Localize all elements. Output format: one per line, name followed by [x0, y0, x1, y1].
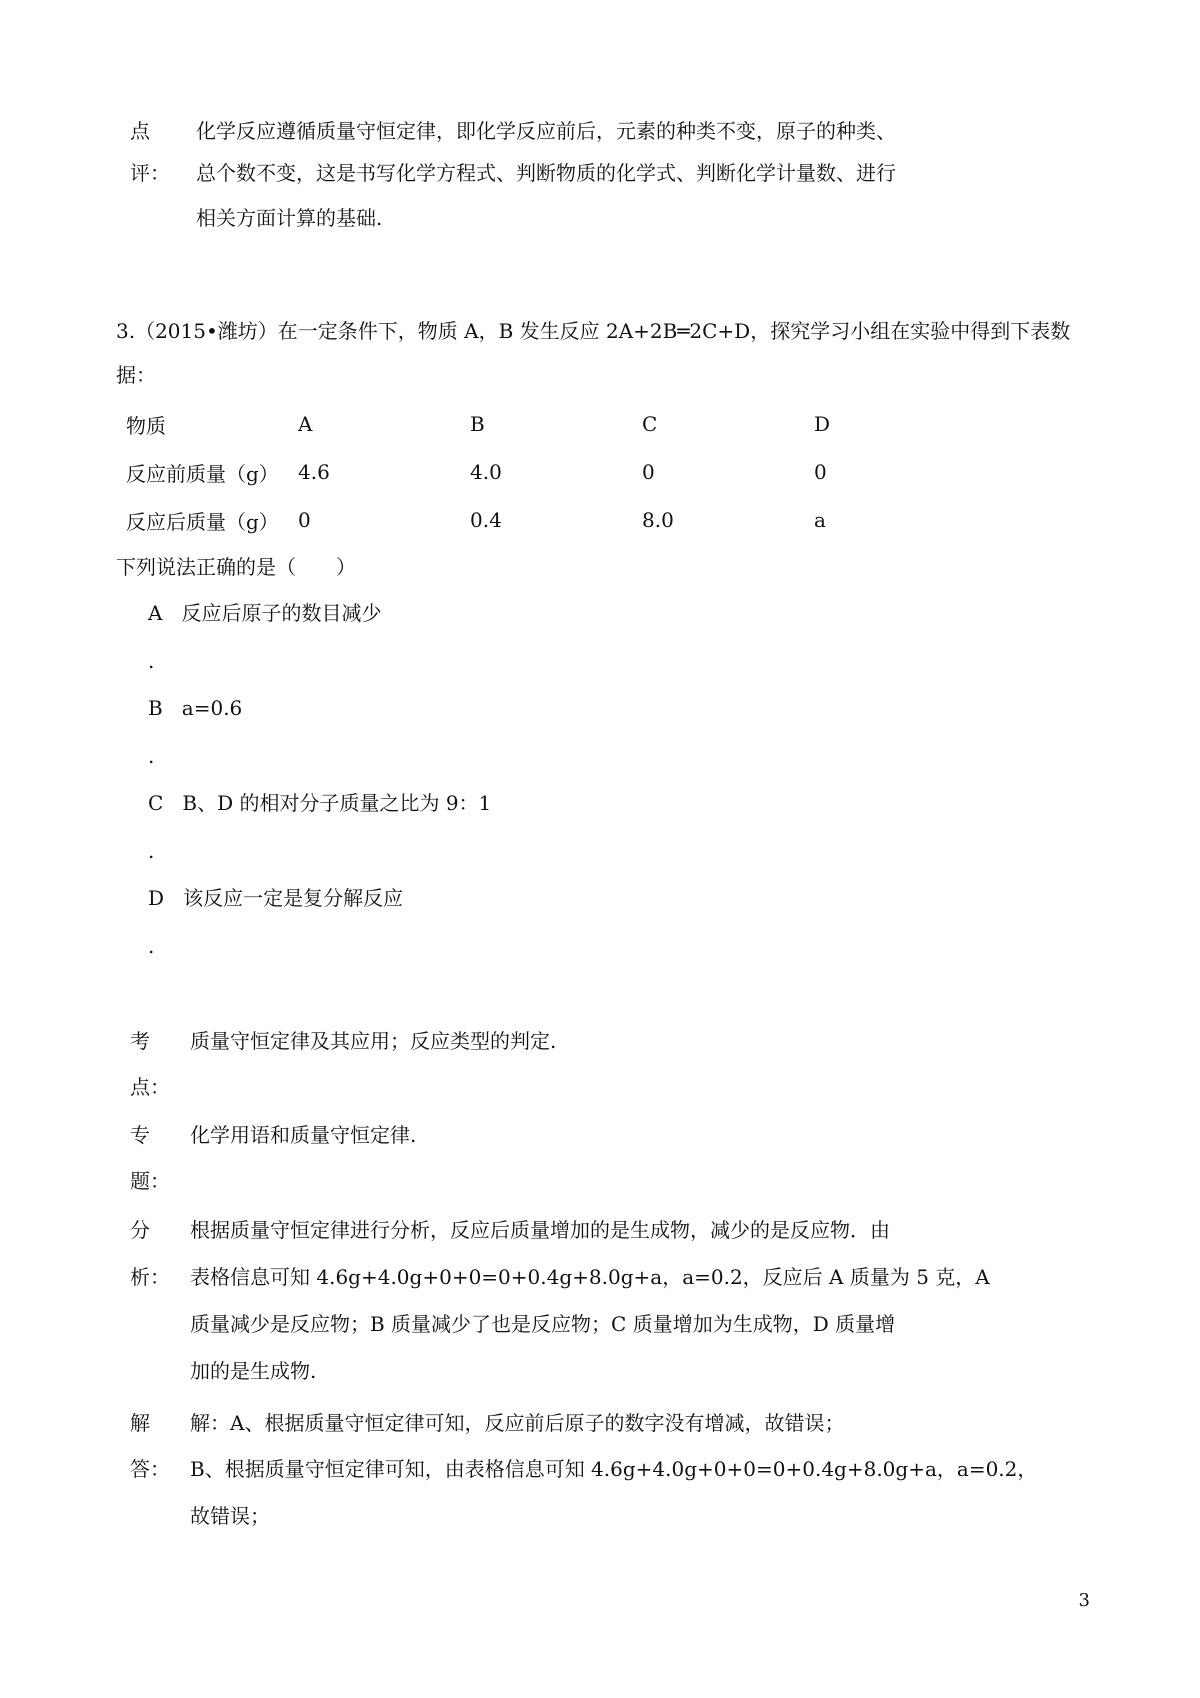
table-header-cell: B: [470, 412, 485, 436]
table-cell: 0: [642, 460, 655, 484]
option-letter: D: [148, 886, 165, 910]
jieda-label-1: 解: [130, 1411, 150, 1435]
table-header-cell: 物质: [126, 413, 166, 438]
zhuanti-text: 化学用语和质量守恒定律.: [190, 1123, 417, 1147]
table-row: [126, 448, 914, 496]
option-b: [148, 695, 242, 721]
table-cell: 0: [814, 460, 827, 484]
table-cell: 4.6: [298, 460, 330, 484]
review-label-1: 点: [130, 119, 150, 143]
kaodian-text: 质量守恒定律及其应用；反应类型的判定.: [190, 1029, 557, 1053]
table-cell: 反应前质量（g）: [126, 461, 279, 486]
fenxi-line-2: 表格信息可知 4.6g+4.0g+0+0=0+0.4g+8.0g+a，a=0.2，反应后 A 质量为 5 克，A: [190, 1265, 990, 1289]
table-cell: 0: [298, 508, 311, 532]
option-dot: .: [148, 839, 155, 863]
option-letter: A: [148, 601, 163, 625]
jieda-label-2: 答：: [130, 1457, 170, 1481]
table-cell: 反应后质量（g）: [126, 509, 279, 534]
page-number: 3: [1078, 1590, 1090, 1611]
option-text: B、D 的相对分子质量之比为 9：1: [182, 791, 492, 815]
option-text: 该反应一定是复分解反应: [183, 886, 404, 910]
table-cell: 8.0: [642, 508, 674, 532]
fenxi-line-3: 质量减少是反应物；B 质量减少了也是反应物；C 质量增加为生成物，D 质量增: [190, 1312, 896, 1336]
question-stem-line-1: 3.（2015•潍坊）在一定条件下，物质 A，B 发生反应 2A+2B═2C+D，探究学习小组在实验中得到下表数: [116, 319, 1071, 343]
fenxi-label-1: 分: [130, 1218, 150, 1242]
table-cell: 0.4: [470, 508, 502, 532]
table-header-cell: C: [642, 412, 658, 436]
zhuanti-label-2: 题：: [130, 1169, 170, 1193]
option-dot: .: [148, 934, 155, 958]
option-a: [148, 600, 382, 626]
option-c: [148, 790, 491, 816]
jieda-line-2: B、根据质量守恒定律可知，由表格信息可知 4.6g+4.0g+0+0=0+0.4g+8.0g+a，a=0.2，: [190, 1457, 1038, 1481]
table-row: [126, 496, 914, 544]
table-cell: a: [814, 508, 826, 532]
review-line-2: 总个数不变，这是书写化学方程式、判断物质的化学式、判断化学计量数、进行: [196, 161, 896, 185]
review-label-2: 评：: [130, 161, 170, 185]
review-line-1: 化学反应遵循质量守恒定律，即化学反应前后，元素的种类不变，原子的种类、: [196, 119, 896, 143]
fenxi-label-2: 析：: [130, 1265, 170, 1289]
table-cell: 4.0: [470, 460, 502, 484]
jieda-line-1: 解：A、根据质量守恒定律可知，反应前后原子的数字没有增减，故错误；: [190, 1411, 845, 1435]
option-text: 反应后原子的数目减少: [181, 601, 382, 625]
option-dot: .: [148, 649, 155, 673]
data-table: [126, 400, 914, 544]
question-prompt: 下列说法正确的是（ ）: [116, 555, 356, 579]
table-header-cell: A: [298, 412, 313, 436]
question-stem-line-2: 据：: [116, 363, 156, 387]
option-d: [148, 885, 403, 911]
table-header-row: [126, 400, 914, 448]
jieda-line-3: 故错误；: [190, 1504, 270, 1528]
kaodian-label-1: 考: [130, 1029, 150, 1053]
fenxi-line-1: 根据质量守恒定律进行分析，反应后质量增加的是生成物，减少的是反应物．由: [190, 1218, 890, 1242]
option-text: a=0.6: [181, 696, 243, 720]
kaodian-label-2: 点：: [130, 1075, 170, 1099]
option-dot: .: [148, 744, 155, 768]
review-line-3: 相关方面计算的基础.: [196, 206, 383, 230]
option-letter: B: [148, 696, 163, 720]
zhuanti-label-1: 专: [130, 1123, 150, 1147]
option-letter: C: [148, 791, 164, 815]
table-header-cell: D: [814, 412, 831, 436]
fenxi-line-4: 加的是生成物.: [190, 1359, 317, 1383]
